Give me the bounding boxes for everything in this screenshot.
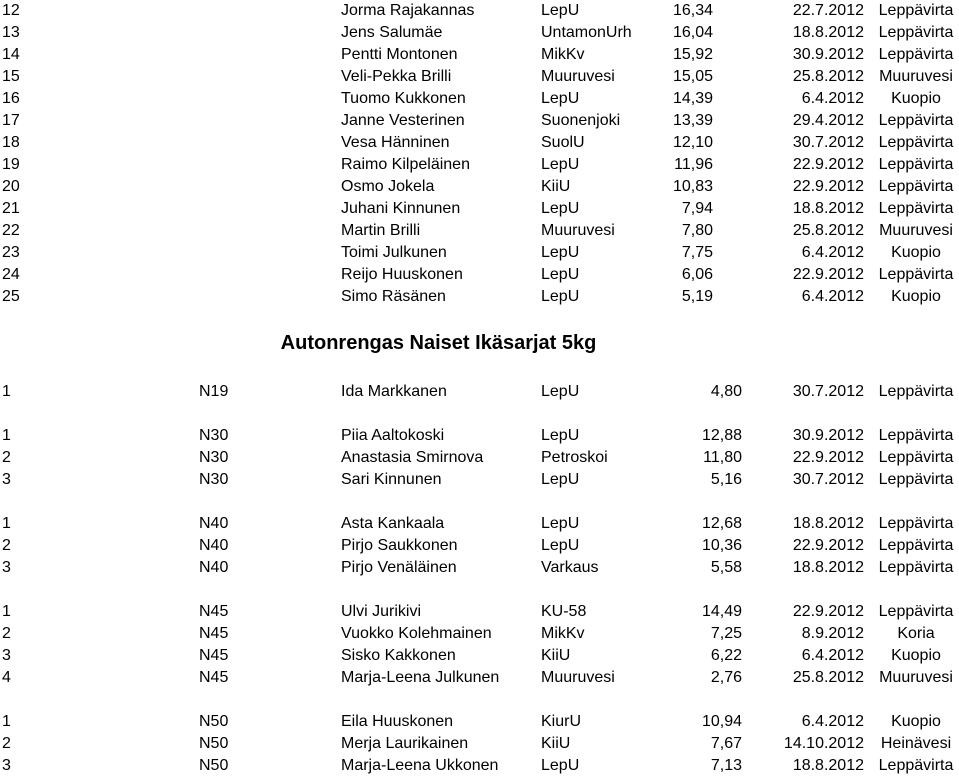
- club-cell: LepU: [541, 266, 580, 283]
- rank-cell: 16: [2, 90, 20, 107]
- date-cell: 30.9.2012: [792, 427, 864, 444]
- age-class-cell: N45: [199, 603, 229, 620]
- athlete-name-cell: Merja Laurikainen: [341, 735, 469, 752]
- result-cell: 6,22: [710, 647, 742, 664]
- table-row: [0, 425, 959, 447]
- date-cell: 18.8.2012: [792, 200, 864, 217]
- athlete-name-cell: Sari Kinnunen: [341, 471, 442, 488]
- date-cell: 25.8.2012: [792, 669, 864, 686]
- athlete-name-cell: Piia Aaltokoski: [341, 427, 445, 444]
- result-cell: 14,49: [701, 603, 742, 620]
- date-cell: 22.9.2012: [792, 156, 864, 173]
- date-cell: 18.8.2012: [792, 559, 864, 576]
- table-row: [0, 667, 959, 689]
- age-class-cell: N45: [199, 647, 229, 664]
- athlete-name-cell: Janne Vesterinen: [341, 112, 465, 129]
- place-cell: Leppävirta: [878, 46, 954, 63]
- place-cell: Leppävirta: [878, 2, 954, 19]
- table-row: [0, 110, 959, 132]
- result-cell: 6,06: [681, 266, 713, 283]
- date-cell: 8.9.2012: [801, 625, 864, 642]
- place-cell: Kuopio: [891, 90, 941, 107]
- rank-cell: 2: [2, 449, 11, 466]
- club-cell: LepU: [541, 288, 580, 305]
- rank-cell: 1: [2, 603, 11, 620]
- table-row: [0, 645, 959, 667]
- rank-cell: 4: [2, 669, 11, 686]
- place-cell: Leppävirta: [878, 427, 954, 444]
- table-row: [0, 132, 959, 154]
- result-cell: 7,94: [681, 200, 713, 217]
- club-cell: LepU: [541, 427, 580, 444]
- date-cell: 6.4.2012: [801, 288, 864, 305]
- date-cell: 30.7.2012: [792, 134, 864, 151]
- place-cell: Leppävirta: [878, 24, 954, 41]
- rank-cell: 14: [2, 46, 20, 63]
- club-cell: UntamonUrh: [541, 24, 632, 41]
- date-cell: 6.4.2012: [801, 713, 864, 730]
- table-row: [0, 469, 959, 491]
- result-cell: 2,76: [710, 669, 742, 686]
- place-cell: Leppävirta: [878, 603, 954, 620]
- rank-cell: 24: [2, 266, 20, 283]
- age-class-cell: N30: [199, 471, 229, 488]
- place-cell: Leppävirta: [878, 112, 954, 129]
- age-class-cell: N50: [199, 735, 229, 752]
- place-cell: Leppävirta: [878, 383, 954, 400]
- result-cell: 16,34: [672, 2, 713, 19]
- athlete-name-cell: Asta Kankaala: [341, 515, 445, 532]
- result-cell: 14,39: [672, 90, 713, 107]
- club-cell: MikKv: [541, 625, 585, 642]
- athlete-name-cell: Tuomo Kukkonen: [341, 90, 466, 107]
- rank-cell: 12: [2, 2, 20, 19]
- rank-cell: 1: [2, 427, 11, 444]
- club-cell: LepU: [541, 515, 580, 532]
- rank-cell: 3: [2, 471, 11, 488]
- age-class-cell: N19: [199, 383, 229, 400]
- rank-cell: 21: [2, 200, 20, 217]
- result-cell: 5,16: [710, 471, 742, 488]
- table-row: [0, 755, 959, 777]
- club-cell: LepU: [541, 383, 580, 400]
- date-cell: 22.9.2012: [792, 266, 864, 283]
- table-row: [0, 711, 959, 733]
- rank-cell: 25: [2, 288, 20, 305]
- table-row: [0, 381, 959, 403]
- rank-cell: 2: [2, 735, 11, 752]
- result-cell: 12,10: [672, 134, 713, 151]
- athlete-name-cell: Sisko Kakkonen: [341, 647, 456, 664]
- athlete-name-cell: Juhani Kinnunen: [341, 200, 461, 217]
- date-cell: 22.9.2012: [792, 178, 864, 195]
- result-cell: 10,36: [701, 537, 742, 554]
- club-cell: SuolU: [541, 134, 585, 151]
- result-cell: 5,19: [681, 288, 713, 305]
- club-cell: LepU: [541, 2, 580, 19]
- result-cell: 7,13: [710, 757, 742, 774]
- date-cell: 6.4.2012: [801, 244, 864, 261]
- athlete-name-cell: Martin Brilli: [341, 222, 421, 239]
- table-row: [0, 535, 959, 557]
- athlete-name-cell: Reijo Huuskonen: [341, 266, 463, 283]
- rank-cell: 3: [2, 559, 11, 576]
- athlete-name-cell: Jorma Rajakannas: [341, 2, 475, 19]
- place-cell: Koria: [897, 625, 935, 642]
- table-row: [0, 176, 959, 198]
- rank-cell: 13: [2, 24, 20, 41]
- rank-cell: 20: [2, 178, 20, 195]
- result-cell: 4,80: [710, 383, 742, 400]
- rank-cell: 23: [2, 244, 20, 261]
- table-row: [0, 220, 959, 242]
- date-cell: 30.9.2012: [792, 46, 864, 63]
- rank-cell: 3: [2, 647, 11, 664]
- club-cell: Suonenjoki: [541, 112, 621, 129]
- club-cell: KiiU: [541, 178, 571, 195]
- club-cell: Petroskoi: [541, 449, 608, 466]
- age-class-cell: N45: [199, 625, 229, 642]
- result-cell: 7,75: [681, 244, 713, 261]
- place-cell: Leppävirta: [878, 449, 954, 466]
- date-cell: 29.4.2012: [792, 112, 864, 129]
- place-cell: Muuruvesi: [879, 669, 953, 686]
- club-cell: MikKv: [541, 46, 585, 63]
- table-row: [0, 22, 959, 44]
- result-cell: 13,39: [672, 112, 713, 129]
- table-row: [0, 264, 959, 286]
- date-cell: 6.4.2012: [801, 647, 864, 664]
- table-row: [0, 66, 959, 88]
- club-cell: Muuruvesi: [541, 222, 615, 239]
- result-cell: 5,58: [710, 559, 742, 576]
- table-row: [0, 623, 959, 645]
- table-row: [0, 242, 959, 264]
- place-cell: Leppävirta: [878, 471, 954, 488]
- place-cell: Leppävirta: [878, 515, 954, 532]
- result-cell: 15,92: [672, 46, 713, 63]
- rank-cell: 19: [2, 156, 20, 173]
- result-cell: 15,05: [672, 68, 713, 85]
- date-cell: 18.8.2012: [792, 515, 864, 532]
- date-cell: 22.9.2012: [792, 449, 864, 466]
- rank-cell: 2: [2, 625, 11, 642]
- result-cell: 16,04: [672, 24, 713, 41]
- result-cell: 7,25: [710, 625, 742, 642]
- athlete-name-cell: Marja-Leena Ukkonen: [341, 757, 499, 774]
- rank-cell: 22: [2, 222, 20, 239]
- result-cell: 10,83: [672, 178, 713, 195]
- age-class-cell: N50: [199, 713, 229, 730]
- date-cell: 18.8.2012: [792, 24, 864, 41]
- place-cell: Heinävesi: [880, 735, 952, 752]
- athlete-name-cell: Anastasia Smirnova: [341, 449, 484, 466]
- age-class-cell: N40: [199, 537, 229, 554]
- club-cell: LepU: [541, 471, 580, 488]
- table-row: [0, 513, 959, 535]
- date-cell: 25.8.2012: [792, 222, 864, 239]
- date-cell: 6.4.2012: [801, 90, 864, 107]
- place-cell: Muuruvesi: [879, 68, 953, 85]
- age-class-cell: N40: [199, 559, 229, 576]
- result-cell: 11,80: [703, 449, 742, 466]
- place-cell: Muuruvesi: [879, 222, 953, 239]
- result-cell: 12,88: [701, 427, 742, 444]
- club-cell: LepU: [541, 90, 580, 107]
- age-class-cell: N40: [199, 515, 229, 532]
- athlete-name-cell: Pirjo Venäläinen: [341, 559, 457, 576]
- athlete-name-cell: Jens Salumäe: [341, 24, 443, 41]
- table-row: [0, 447, 959, 469]
- table-row: [0, 733, 959, 755]
- result-cell: 12,68: [701, 515, 742, 532]
- club-cell: LepU: [541, 757, 580, 774]
- age-class-cell: N30: [199, 427, 229, 444]
- place-cell: Leppävirta: [878, 156, 954, 173]
- place-cell: Leppävirta: [878, 178, 954, 195]
- place-cell: Leppävirta: [878, 266, 954, 283]
- table-row: [0, 88, 959, 110]
- result-cell: 7,80: [681, 222, 713, 239]
- place-cell: Kuopio: [891, 288, 941, 305]
- club-cell: KiiU: [541, 647, 571, 664]
- club-cell: KU-58: [541, 603, 587, 620]
- athlete-name-cell: Vesa Hänninen: [341, 134, 450, 151]
- result-cell: 10,94: [701, 713, 742, 730]
- age-class-cell: N30: [199, 449, 229, 466]
- athlete-name-cell: Simo Räsänen: [341, 288, 446, 305]
- club-cell: Varkaus: [541, 559, 599, 576]
- table-row: [0, 198, 959, 220]
- place-cell: Kuopio: [891, 713, 941, 730]
- athlete-name-cell: Marja-Leena Julkunen: [341, 669, 500, 686]
- date-cell: 22.7.2012: [792, 2, 864, 19]
- rank-cell: 17: [2, 112, 20, 129]
- club-cell: Muuruvesi: [541, 669, 615, 686]
- club-cell: KiiU: [541, 735, 571, 752]
- date-cell: 14.10.2012: [783, 735, 864, 752]
- club-cell: Muuruvesi: [541, 68, 615, 85]
- table-row: [0, 0, 959, 22]
- place-cell: Leppävirta: [878, 537, 954, 554]
- date-cell: 18.8.2012: [792, 757, 864, 774]
- club-cell: LepU: [541, 200, 580, 217]
- section-title: Autonrengas Naiset Ikäsarjat 5kg: [280, 332, 597, 354]
- club-cell: KiurU: [541, 713, 582, 730]
- place-cell: Leppävirta: [878, 200, 954, 217]
- athlete-name-cell: Veli-Pekka Brilli: [341, 68, 452, 85]
- place-cell: Leppävirta: [878, 757, 954, 774]
- date-cell: 25.8.2012: [792, 68, 864, 85]
- age-class-cell: N45: [199, 669, 229, 686]
- club-cell: LepU: [541, 537, 580, 554]
- table-row: [0, 44, 959, 66]
- table-row: [0, 557, 959, 579]
- date-cell: 30.7.2012: [792, 471, 864, 488]
- table-row: [0, 601, 959, 623]
- result-cell: 11,96: [674, 156, 713, 173]
- place-cell: Kuopio: [891, 647, 941, 664]
- result-cell: 7,67: [710, 735, 742, 752]
- rank-cell: 18: [2, 134, 20, 151]
- rank-cell: 1: [2, 383, 11, 400]
- date-cell: 22.9.2012: [792, 537, 864, 554]
- table-row: [0, 286, 959, 308]
- athlete-name-cell: Pentti Montonen: [341, 46, 458, 63]
- athlete-name-cell: Osmo Jokela: [341, 178, 435, 195]
- athlete-name-cell: Toimi Julkunen: [341, 244, 447, 261]
- place-cell: Leppävirta: [878, 134, 954, 151]
- club-cell: LepU: [541, 244, 580, 261]
- table-row: [0, 154, 959, 176]
- rank-cell: 15: [2, 68, 20, 85]
- place-cell: Leppävirta: [878, 559, 954, 576]
- rank-cell: 2: [2, 537, 11, 554]
- date-cell: 22.9.2012: [792, 603, 864, 620]
- place-cell: Kuopio: [891, 244, 941, 261]
- rank-cell: 3: [2, 757, 11, 774]
- date-cell: 30.7.2012: [792, 383, 864, 400]
- rank-cell: 1: [2, 515, 11, 532]
- athlete-name-cell: Raimo Kilpeläinen: [341, 156, 470, 173]
- athlete-name-cell: Vuokko Kolehmainen: [341, 625, 492, 642]
- athlete-name-cell: Ulvi Jurikivi: [341, 603, 421, 620]
- athlete-name-cell: Pirjo Saukkonen: [341, 537, 458, 554]
- club-cell: LepU: [541, 156, 580, 173]
- age-class-cell: N50: [199, 757, 229, 774]
- rank-cell: 1: [2, 713, 11, 730]
- athlete-name-cell: Eila Huuskonen: [341, 713, 454, 730]
- athlete-name-cell: Ida Markkanen: [341, 383, 447, 400]
